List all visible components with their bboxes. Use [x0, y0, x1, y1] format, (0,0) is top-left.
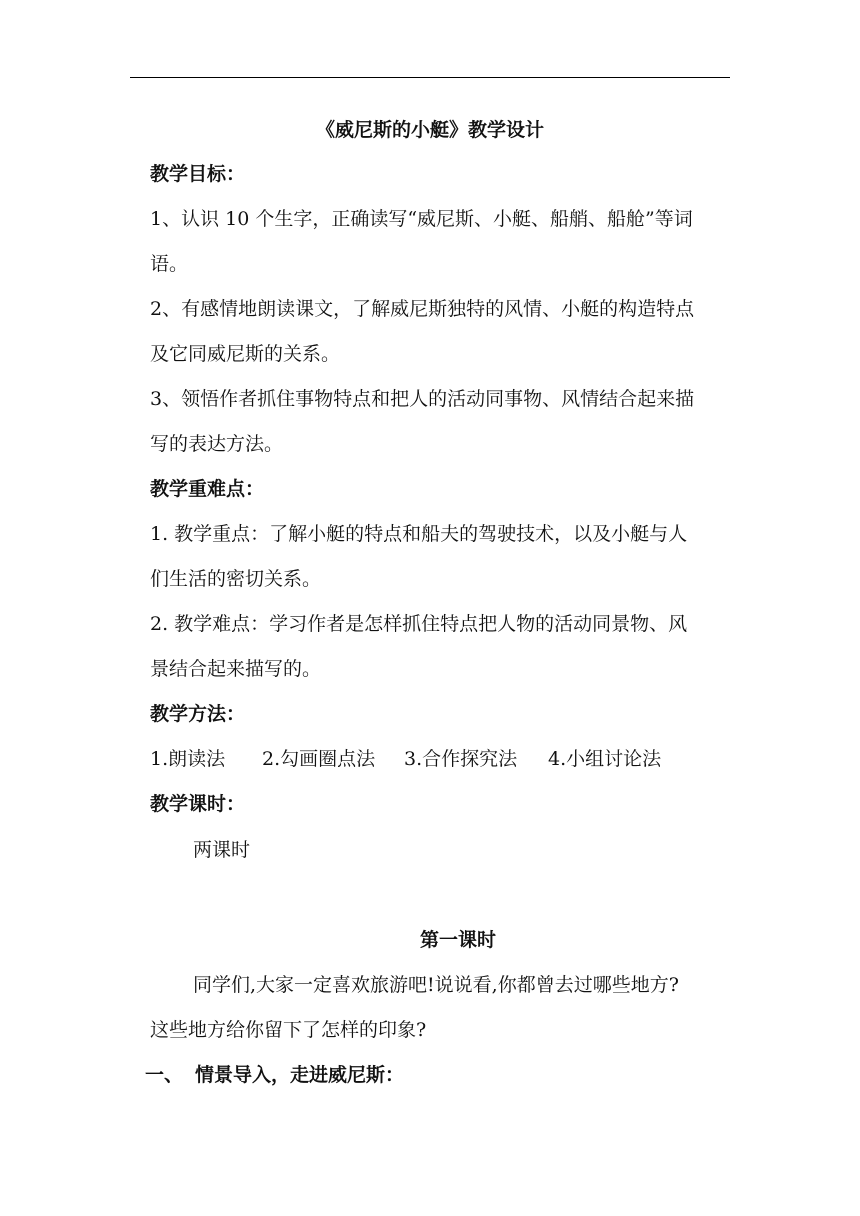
methods-list	[150, 747, 661, 771]
lesson-1-intro-line-1: 同学们,大家一定喜欢旅游吧!说说看,你都曾去过哪些地方?	[193, 974, 679, 996]
objective-2-line-1: 2、有感情地朗读课文，了解威尼斯独特的风情、小艇的构造特点	[150, 298, 695, 320]
section-1-number: 一、	[145, 1064, 184, 1086]
objective-2-line-2: 及它同威尼斯的关系。	[150, 343, 341, 365]
header-rule	[130, 77, 730, 78]
method-item: 4.小组讨论法	[548, 748, 662, 770]
hours-value: 两课时	[193, 839, 251, 861]
method-item: 2.勾画圈点法	[262, 748, 376, 770]
objective-1-line-2: 语。	[150, 253, 189, 275]
key-point-2-line-2: 景结合起来描写的。	[150, 658, 322, 680]
key-point-1-line-1: 1. 教学重点：了解小艇的特点和船夫的驾驶技术，以及小艇与人	[150, 523, 688, 545]
section-1-title: 情景导入，走进威尼斯：	[195, 1064, 405, 1086]
lesson-1-intro-line-2: 这些地方给你留下了怎样的印象?	[150, 1019, 427, 1041]
objectives-heading: 教学目标：	[150, 163, 246, 185]
hours-heading: 教学课时：	[150, 793, 246, 815]
document-title: 《威尼斯的小艇》教学设计	[315, 119, 544, 141]
method-item: 1.朗读法	[150, 748, 226, 770]
method-item: 3.合作探究法	[404, 748, 518, 770]
key-point-1-line-2: 们生活的密切关系。	[150, 568, 322, 590]
objective-3-line-2: 写的表达方法。	[150, 433, 284, 455]
key-points-heading: 教学重难点：	[150, 478, 265, 500]
lesson-1-heading: 第一课时	[420, 929, 497, 951]
key-point-2-line-1: 2. 教学难点：学习作者是怎样抓住特点把人物的活动同景物、风	[150, 613, 688, 635]
objective-1-line-1: 1、认识 10 个生字，正确读写“威尼斯、小艇、船艄、船舱”等词	[150, 208, 693, 230]
objective-3-line-1: 3、领悟作者抓住事物特点和把人的活动同事物、风情结合起来描	[150, 388, 695, 410]
methods-heading: 教学方法：	[150, 703, 246, 725]
